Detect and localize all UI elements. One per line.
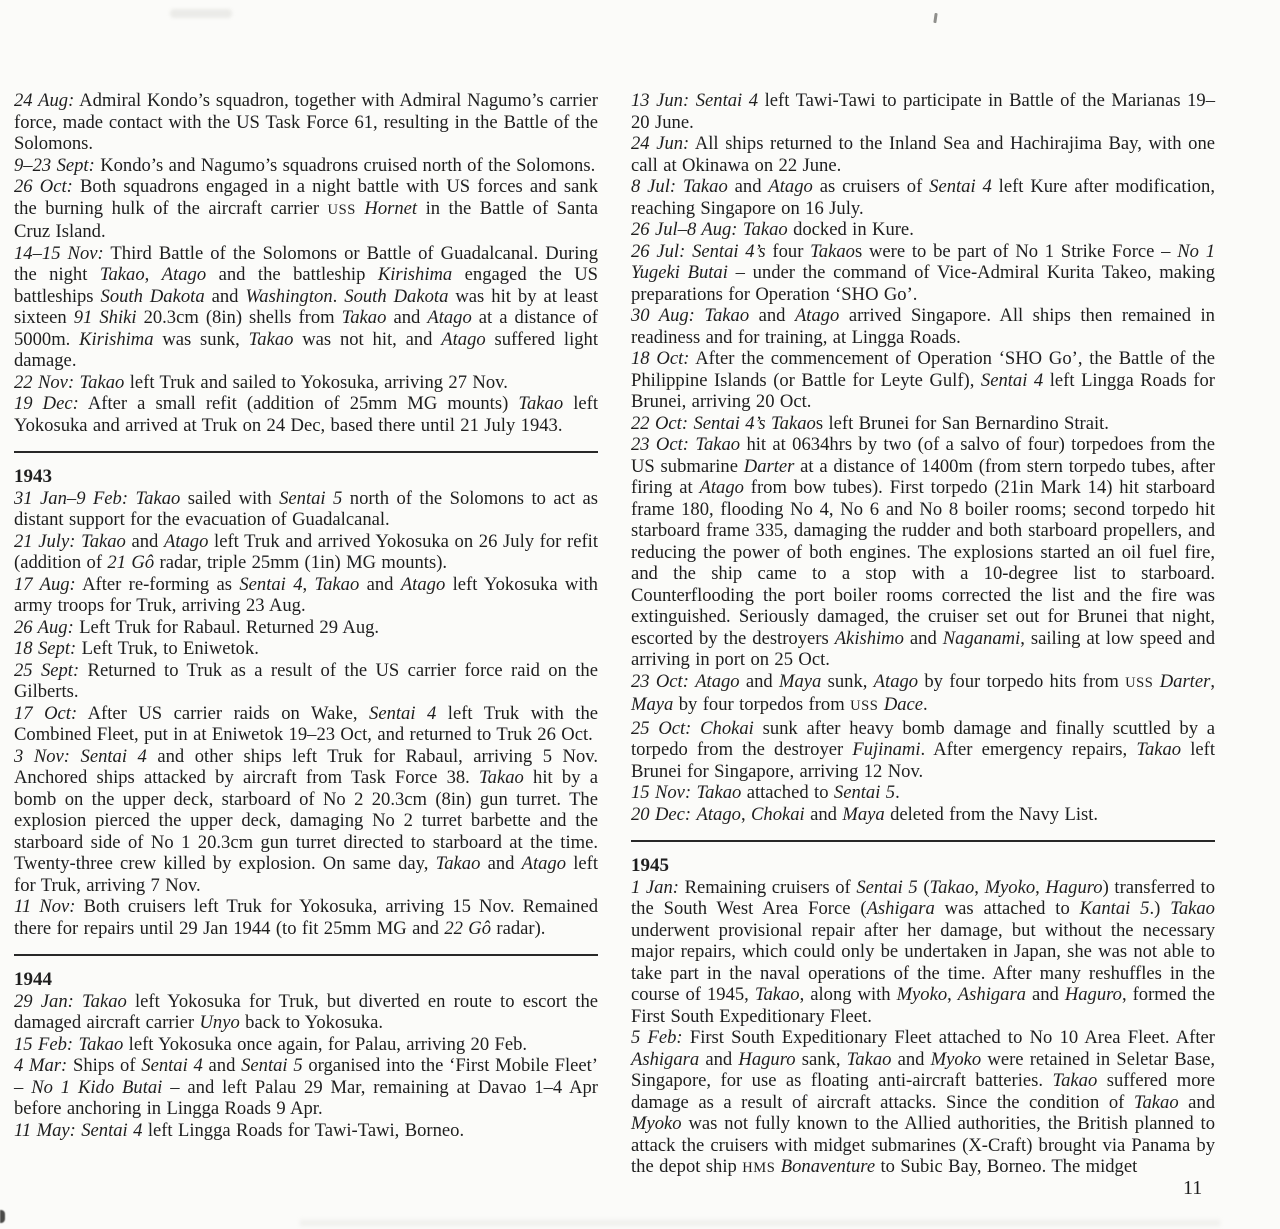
- scan-edge-mark: [0, 1210, 5, 1223]
- text-run: 20.3cm (8in) shells from: [136, 307, 342, 328]
- text-run: Both cruisers left Truk for Yokosuka, arriving 15 Nov. Remained there for repairs until 29 Jan 1944 (to fit 25mm MG and: [14, 896, 599, 939]
- text-run: north of the Solomons to act as distant support for the evacuation of Guadalcanal.: [14, 487, 598, 530]
- entry-date: 25 Sept:: [14, 659, 80, 681]
- entry-date: 8 Jul:: [631, 176, 677, 197]
- chronology-entry: [631, 241, 1215, 306]
- italic-term: Maya: [842, 803, 885, 825]
- italic-term: 22 Gô: [444, 917, 492, 939]
- italic-term: Sentai 4: [929, 176, 992, 197]
- text-run: radar, triple 25mm (1in) MG mounts).: [154, 552, 448, 573]
- chronology-entry: [14, 746, 598, 897]
- text-run: After US carrier raids on Wake,: [77, 702, 370, 724]
- italic-term: Atago: [873, 670, 919, 692]
- text-run: [676, 176, 683, 197]
- italic-term: Kantai 5: [1079, 898, 1150, 919]
- italic-term: Atago: [427, 307, 472, 328]
- section-divider: [14, 451, 598, 453]
- italic-term: Takao: [248, 328, 294, 350]
- chronology-entry: [631, 219, 1215, 241]
- italic-term: Atago: [794, 305, 840, 326]
- italic-term: Atago: [696, 803, 741, 825]
- text-run: arrived Singapore. All ships then remained in readiness and for training, at Lingga Roads.: [631, 305, 1215, 348]
- text-run: left Yokosuka and arrived at Truk on 24 Dec, based there until 21 July 1943.: [14, 393, 598, 436]
- italic-term: Takao: [704, 305, 750, 326]
- text-run: .: [895, 782, 900, 803]
- text-run: organised into the ‘First Mobile Fleet’ –: [14, 1055, 598, 1098]
- italic-term: Takao: [81, 530, 126, 552]
- italic-term: Takao: [341, 307, 387, 328]
- italic-term: Unyo: [199, 1012, 240, 1033]
- two-column-text-block: [14, 90, 1215, 1180]
- italic-term: Takao: [771, 412, 816, 434]
- italic-term: Sentai 5: [279, 487, 343, 509]
- italic-term: Atago: [441, 328, 486, 350]
- chronology-entry: [14, 896, 598, 939]
- text-run: sailed with: [180, 487, 280, 509]
- entry-date: 26 Oct:: [14, 176, 73, 197]
- text-run: from bow tubes). First torpedo (21in Mark 14) hit starboard frame 180, flooding No 4, No 6 and No 8 boiler rooms; second torpedo hit starboard frame 335, damaging the rudder and both starboard propellers, and reducing the power of both engines. The explosions started an oil fuel fire, and the ship came to a stop with a 10-degree list to starboard. Counterflooding the port boiler rooms corrected the list and the fire was extinguished. Seriously damaged, the cruiser set out for Brunei that night, escorted by the destroyers: [631, 477, 1216, 649]
- italic-term: Takao: [435, 853, 481, 874]
- text-run: left Yokosuka for Truk, but diverted en route to escort the damaged aircraft carrier: [14, 990, 598, 1033]
- entry-date: 26 Jul–8 Aug:: [631, 219, 738, 240]
- italic-term: Takao: [79, 371, 125, 393]
- text-run: as cruisers of: [812, 176, 930, 197]
- italic-term: Takao: [846, 1048, 892, 1070]
- text-run: were retained in Seletar Base, Singapore, for use as floating anti-aircraft batteries.: [631, 1048, 1215, 1091]
- italic-term: No 1 Yugeki Butai: [631, 240, 1215, 283]
- text-run: in the Battle of Santa Cruz Island.: [14, 197, 598, 242]
- italic-term: South Dakota: [100, 285, 205, 307]
- text-run: and: [804, 803, 843, 825]
- entry-date: 3 Nov:: [14, 745, 70, 767]
- text-run: , sailing at low speed and arriving in port on 25 Oct.: [631, 627, 1215, 670]
- text-run: and: [749, 305, 795, 326]
- text-run: s were to be part of No 1 Strike Force –: [854, 240, 1178, 262]
- page-number: 11: [1183, 1177, 1203, 1199]
- text-run: ,: [740, 803, 751, 825]
- text-run: , along with: [799, 984, 897, 1005]
- text-run: left Truk and sailed to Yokosuka, arriving 27 Nov.: [124, 371, 508, 393]
- italic-term: Naganami: [942, 627, 1021, 649]
- text-run: and: [739, 670, 779, 692]
- italic-term: Haguro: [1064, 984, 1122, 1005]
- text-run: at a distance of 5000m.: [14, 307, 599, 350]
- text-run: left Brunei for Singapore, arriving 12 Nov.: [631, 739, 1215, 782]
- text-run: was sunk,: [153, 328, 249, 350]
- text-run: was hit by at least sixteen: [14, 285, 599, 328]
- entry-date: 19 Dec:: [14, 393, 79, 414]
- chronology-entry: [14, 393, 598, 436]
- entry-date: 21 July:: [14, 530, 76, 552]
- chronology-entry: [14, 1034, 598, 1056]
- text-run: Left Truk for Rabaul. Returned 29 Aug.: [73, 616, 380, 638]
- italic-term: Ashigara: [866, 898, 935, 919]
- text-run: Left Truk, to Eniwetok.: [76, 638, 259, 659]
- text-run: by four torpedo hits from: [918, 670, 1126, 692]
- entry-date: 30 Aug:: [631, 305, 695, 326]
- italic-term: Takao: [518, 393, 564, 414]
- chronology-entry: [14, 1120, 598, 1142]
- text-run: left Lingga Roads for Brunei, arriving 20 Oct.: [631, 369, 1215, 412]
- text-run: was not hit, and: [293, 328, 442, 350]
- italic-term: Sentai 4’s: [692, 240, 766, 262]
- chronology-entry: [14, 574, 598, 617]
- italic-term: Sentai 4: [141, 1055, 203, 1076]
- chronology-entry: [631, 133, 1215, 176]
- text-run: , formed the First South Expeditionary Fleet.: [631, 984, 1216, 1027]
- italic-term: Sentai 4: [980, 369, 1044, 391]
- italic-term: Haguro: [738, 1048, 796, 1070]
- chronology-entry: [14, 90, 598, 155]
- entry-date: 22 Nov:: [14, 371, 75, 393]
- text-run: Third Battle of the Solomons or Battle of Guadalcanal. During the night: [14, 242, 598, 285]
- scan-smudge: [170, 9, 232, 18]
- chronology-entry: [14, 243, 598, 372]
- chronology-entry: [631, 305, 1215, 348]
- text-run: and: [891, 1048, 931, 1070]
- text-run: .: [923, 694, 928, 715]
- italic-term: Dace: [883, 694, 924, 715]
- text-run: and: [359, 573, 401, 595]
- entry-date: 29 Jan:: [14, 990, 74, 1012]
- text-run: – under the command of Vice-Admiral Kurita Takeo, making preparations for Operation ‘SHO Go’.: [631, 262, 1215, 305]
- entry-date: 13 Jun:: [631, 90, 690, 111]
- entry-date: 14–15 Nov:: [14, 242, 104, 264]
- entry-date: 26 Jul:: [631, 240, 686, 262]
- italic-term: Takao: [135, 487, 181, 509]
- chronology-entry: [631, 877, 1215, 1028]
- entry-date: 22 Oct:: [631, 412, 689, 434]
- italic-term: Takao: [742, 219, 788, 240]
- text-run: and: [480, 853, 522, 874]
- italic-term: Takao: [99, 264, 145, 285]
- italic-term: Takao: [78, 1033, 124, 1055]
- text-run: four: [765, 240, 811, 262]
- text-run: underwent provisional repair after her damage, but without the necessary major repairs, which could only be undertaken in Japan, she was not able to take part in the naval operations of the time. After many reshuffles in the course of 1945,: [631, 919, 1215, 1005]
- text-run: s left Brunei for San Bernardino Strait.: [815, 412, 1109, 434]
- italic-term: Sentai 4: [81, 1119, 143, 1141]
- text-run: was not fully known to the Allied authorities, the British planned to attack the cruisers with midget submarines (X-Craft) brought via Panama by the depot ship: [631, 1113, 1215, 1177]
- italic-term: Atago: [521, 853, 567, 874]
- text-run: left Truk and arrived Yokosuka on 26 July for refit (addition of: [14, 530, 598, 573]
- chronology-entry: [631, 804, 1215, 826]
- text-run: and: [202, 1055, 242, 1076]
- chronology-entry: [631, 434, 1215, 671]
- chronology-entry: [14, 155, 598, 177]
- chronology-entry: [631, 176, 1215, 219]
- text-run: docked in Kure.: [787, 219, 914, 240]
- text-run: sank,: [795, 1048, 847, 1070]
- italic-term: Ashigara: [957, 984, 1026, 1005]
- chronology-entry: [14, 617, 598, 639]
- text-run: back to Yokosuka.: [239, 1012, 383, 1033]
- year-heading-1945: 1945: [631, 855, 669, 876]
- italic-term: Atago: [768, 176, 813, 197]
- italic-term: Takao: [1170, 898, 1215, 919]
- italic-term: Maya: [631, 694, 674, 715]
- text-run: ,: [1210, 670, 1215, 692]
- text-run: After a small refit (addition of 25mm MG mounts): [78, 393, 519, 414]
- section-divider: [14, 954, 598, 956]
- text-run: After the commencement of Operation ‘SHO Go’, the Battle of the Philippine Islands (or Battle for Leyte Gulf),: [631, 348, 1215, 391]
- text-run: [691, 718, 700, 739]
- italic-term: Myoko: [984, 876, 1036, 898]
- italic-term: Takao: [82, 990, 127, 1012]
- text-run: engaged the US battleships: [14, 264, 598, 307]
- text-run: and: [125, 530, 164, 552]
- italic-term: Takao: [314, 573, 360, 595]
- small-caps-term: HMS: [742, 1160, 776, 1176]
- italic-term: Takao: [1052, 1070, 1098, 1091]
- text-run: left Yokosuka once again, for Palau, arriving 20 Feb.: [123, 1033, 528, 1055]
- entry-date: 25 Oct:: [631, 717, 692, 739]
- text-run: left Yokosuka with army troops for Truk, arriving 23 Aug.: [14, 573, 598, 616]
- entry-date: 15 Feb:: [14, 1033, 74, 1055]
- text-run: (: [917, 876, 930, 898]
- chronology-entry: [631, 718, 1215, 783]
- text-run: All ships returned to the Inland Sea and Hachirajima Bay, with one call at Okinawa on 22 June.: [631, 133, 1215, 176]
- italic-term: Takao: [695, 434, 741, 455]
- italic-term: Takao: [929, 876, 975, 898]
- text-run: left Kure after modification, reaching Singapore on 16 July.: [631, 176, 1215, 219]
- chronology-entry: [14, 991, 598, 1034]
- text-run: First South Expeditionary Fleet attached to No 10 Area Fleet. After: [682, 1027, 1215, 1048]
- italic-term: Takao: [696, 782, 742, 803]
- italic-term: Takao: [682, 176, 728, 197]
- italic-term: Atago: [699, 477, 744, 498]
- text-run: Remaining cruisers of: [678, 876, 857, 898]
- entry-date: 24 Jun:: [631, 133, 690, 154]
- scan-bottom-band: [300, 1220, 1220, 1226]
- entry-date: 4 Mar:: [14, 1055, 68, 1076]
- chronology-entry: [14, 638, 598, 660]
- italic-term: Darter: [1159, 670, 1211, 692]
- chronology-entry: [14, 531, 598, 574]
- text-run: and: [699, 1048, 739, 1070]
- italic-term: Fujinami: [852, 739, 921, 760]
- entry-date: 1 Jan:: [631, 876, 679, 898]
- text-run: and: [386, 307, 428, 328]
- chronology-entry: [631, 90, 1215, 133]
- italic-term: Takao: [479, 767, 524, 788]
- text-run: ,: [947, 984, 958, 1005]
- italic-term: Sentai 5: [241, 1055, 303, 1076]
- text-run: ) transferred to the South West Area Force (: [631, 876, 1215, 919]
- italic-term: Chokai: [700, 717, 754, 739]
- chronology-entry: [631, 782, 1215, 804]
- italic-term: Hornet: [364, 197, 418, 219]
- italic-term: Takao: [1136, 739, 1182, 760]
- italic-term: Takao: [810, 240, 855, 262]
- italic-term: Chokai: [751, 803, 805, 825]
- italic-term: Akishimo: [834, 627, 904, 649]
- chronology-entry: [14, 176, 598, 243]
- italic-term: Sentai 4: [80, 745, 147, 767]
- text-run: [74, 991, 82, 1012]
- italic-term: Takao: [754, 984, 800, 1005]
- year-heading-1944: 1944: [14, 969, 52, 990]
- text-run: [70, 746, 81, 767]
- right-column: [631, 90, 1215, 1180]
- entry-date: 26 Aug:: [14, 616, 74, 638]
- italic-term: Sentai 5: [856, 876, 918, 898]
- entry-date: 17 Oct:: [14, 702, 78, 724]
- italic-term: Takao: [1133, 1091, 1179, 1113]
- italic-term: Atago: [695, 670, 740, 692]
- text-run: and: [903, 627, 943, 649]
- italic-term: Sentai 4: [695, 90, 759, 111]
- text-run: [128, 488, 135, 509]
- text-run: and: [204, 285, 246, 307]
- text-run: left Truk with the Combined Fleet, put in at Eniwetok 19–23 Oct, and returned to Truk 26 Oct.: [14, 702, 598, 745]
- chronology-entry: [631, 413, 1215, 435]
- entry-date: 11 May:: [14, 1119, 76, 1141]
- text-run: attached to: [741, 782, 834, 803]
- italic-term: Maya: [779, 670, 822, 692]
- italic-term: Darter: [743, 455, 795, 477]
- text-run: Ships of: [67, 1055, 142, 1076]
- entry-date: 15 Nov:: [631, 782, 692, 803]
- entry-date: 31 Jan–9 Feb:: [14, 487, 129, 509]
- entry-date: 17 Aug:: [14, 573, 76, 595]
- text-run: and: [1178, 1091, 1215, 1113]
- text-run: deleted from the Navy List.: [884, 803, 1099, 825]
- entry-date: 23 Oct:: [631, 434, 689, 455]
- text-run: Returned to Truk as a result of the US carrier force raid on the Gilberts.: [14, 659, 598, 702]
- text-run: and: [727, 176, 769, 197]
- italic-term: Myoko: [930, 1048, 982, 1070]
- text-run: sunk,: [821, 670, 874, 692]
- italic-term: Myoko: [631, 1113, 682, 1134]
- chronology-entry: [631, 348, 1215, 413]
- year-heading-1943: 1943: [14, 466, 52, 487]
- italic-term: Sentai 5: [833, 782, 896, 803]
- text-run: Both squadrons engaged in a night battle with US forces and sank the burning hulk of the aircraft carrier: [14, 176, 598, 219]
- small-caps-term: USS: [1125, 674, 1154, 691]
- text-run: .): [1149, 898, 1171, 919]
- entry-date: 23 Oct:: [631, 670, 689, 692]
- left-column: [14, 90, 598, 1180]
- text-run: .: [332, 285, 345, 307]
- text-run: suffered more damage as a result of aircraft attacks. Since the condition of: [631, 1070, 1215, 1113]
- text-run: ,: [302, 573, 315, 595]
- text-run: and: [1025, 984, 1065, 1005]
- italic-term: Sentai 4: [369, 702, 437, 724]
- text-run: left for Truk, arriving 7 Nov.: [14, 853, 598, 896]
- italic-term: Haguro: [1045, 876, 1103, 898]
- text-run: by four torpedos from: [673, 694, 851, 715]
- chronology-entry: [14, 372, 598, 394]
- italic-term: 91 Shiki: [73, 307, 137, 328]
- italic-term: Atago: [163, 530, 209, 552]
- chronology-entry: [631, 671, 1215, 718]
- text-run: left Lingga Roads for Tawi-Tawi, Borneo.: [142, 1119, 465, 1141]
- italic-term: Atago: [400, 573, 446, 595]
- scan-mark: [933, 13, 937, 23]
- italic-term: Sentai 4: [239, 573, 303, 595]
- chronology-entry: [14, 1055, 598, 1120]
- chronology-entry: [14, 660, 598, 703]
- text-run: ,: [1035, 876, 1046, 898]
- text-run: sunk after heavy bomb damage and finally scuttled by a torpedo from the destroyer: [631, 717, 1216, 760]
- text-run: at a distance of 1400m (from stern torpedo tubes, after firing at: [631, 455, 1215, 498]
- text-run: [695, 305, 704, 326]
- section-divider: [631, 840, 1215, 842]
- text-run: Admiral Kondo’s squadron, together with Admiral Nagumo’s carrier force, made contact with the US Task Force 61, resulting in the Battle of the Solomons.: [14, 90, 598, 154]
- entry-date: 20 Dec:: [631, 803, 692, 825]
- small-caps-term: USS: [850, 698, 879, 714]
- text-run: left Tawi-Tawi to participate in Battle of the Marianas 19–20 June.: [631, 90, 1216, 133]
- text-run: was attached to: [934, 898, 1080, 919]
- italic-term: Sentai 4’s: [693, 412, 766, 434]
- italic-term: South Dakota: [344, 285, 449, 307]
- chronology-entry: [14, 703, 598, 746]
- small-caps-term: USS: [327, 201, 356, 218]
- entry-date: 5 Feb:: [631, 1027, 683, 1048]
- text-run: After re-forming as: [75, 573, 240, 595]
- text-run: suffered light damage.: [14, 328, 598, 371]
- chronology-entry: [631, 1027, 1215, 1180]
- italic-term: Bonaventure: [780, 1156, 876, 1177]
- italic-term: Washington: [245, 285, 333, 307]
- italic-term: Kirishima: [377, 264, 453, 285]
- text-run: ,: [144, 264, 162, 285]
- text-run: ,: [974, 876, 985, 898]
- text-run: Kondo’s and Nagumo’s squadrons cruised north of the Solomons.: [94, 154, 596, 176]
- italic-term: No 1 Kido Butai: [31, 1076, 163, 1098]
- text-run: and the battleship: [206, 264, 378, 285]
- italic-term: Atago: [161, 264, 207, 285]
- text-run: radar).: [491, 917, 546, 939]
- italic-term: 21 Gô: [107, 552, 155, 573]
- entry-date: 18 Oct:: [631, 348, 690, 369]
- entry-date: 11 Nov:: [14, 896, 76, 917]
- entry-date: 18 Sept:: [14, 638, 77, 659]
- text-run: . After emergency repairs,: [920, 739, 1137, 760]
- entry-date: 9–23 Sept:: [14, 154, 95, 176]
- text-run: to Subic Bay, Borneo. The midget: [875, 1156, 1138, 1177]
- italic-term: Myoko: [896, 984, 948, 1005]
- text-run: and other ships left Truk for Rabaul, arriving 5 Nov. Anchored ships attacked by aircraft from Task Force 38.: [14, 745, 598, 788]
- italic-term: Kirishima: [79, 328, 154, 350]
- entry-date: 24 Aug:: [14, 90, 75, 111]
- text-run: hit at 0634hrs by two (of a salvo of four) torpedoes from the US submarine: [631, 434, 1215, 477]
- text-run: hit by a bomb on the upper deck, starboard of No 2 20.3cm (8in) gun turret. The explosion pierced the upper deck, damaging No 2 turret barbette and the starboard side of No 1 20.3cm gun turret directed to starboard at the time. Twenty-three crew killed by explosion. On same day,: [14, 767, 598, 874]
- chronology-entry: [14, 488, 598, 531]
- text-run: – and left Palau 29 Mar, remaining at Davao 1–4 Apr before anchoring in Lingga Roads 9 Apr.: [14, 1076, 598, 1119]
- italic-term: Ashigara: [631, 1048, 700, 1070]
